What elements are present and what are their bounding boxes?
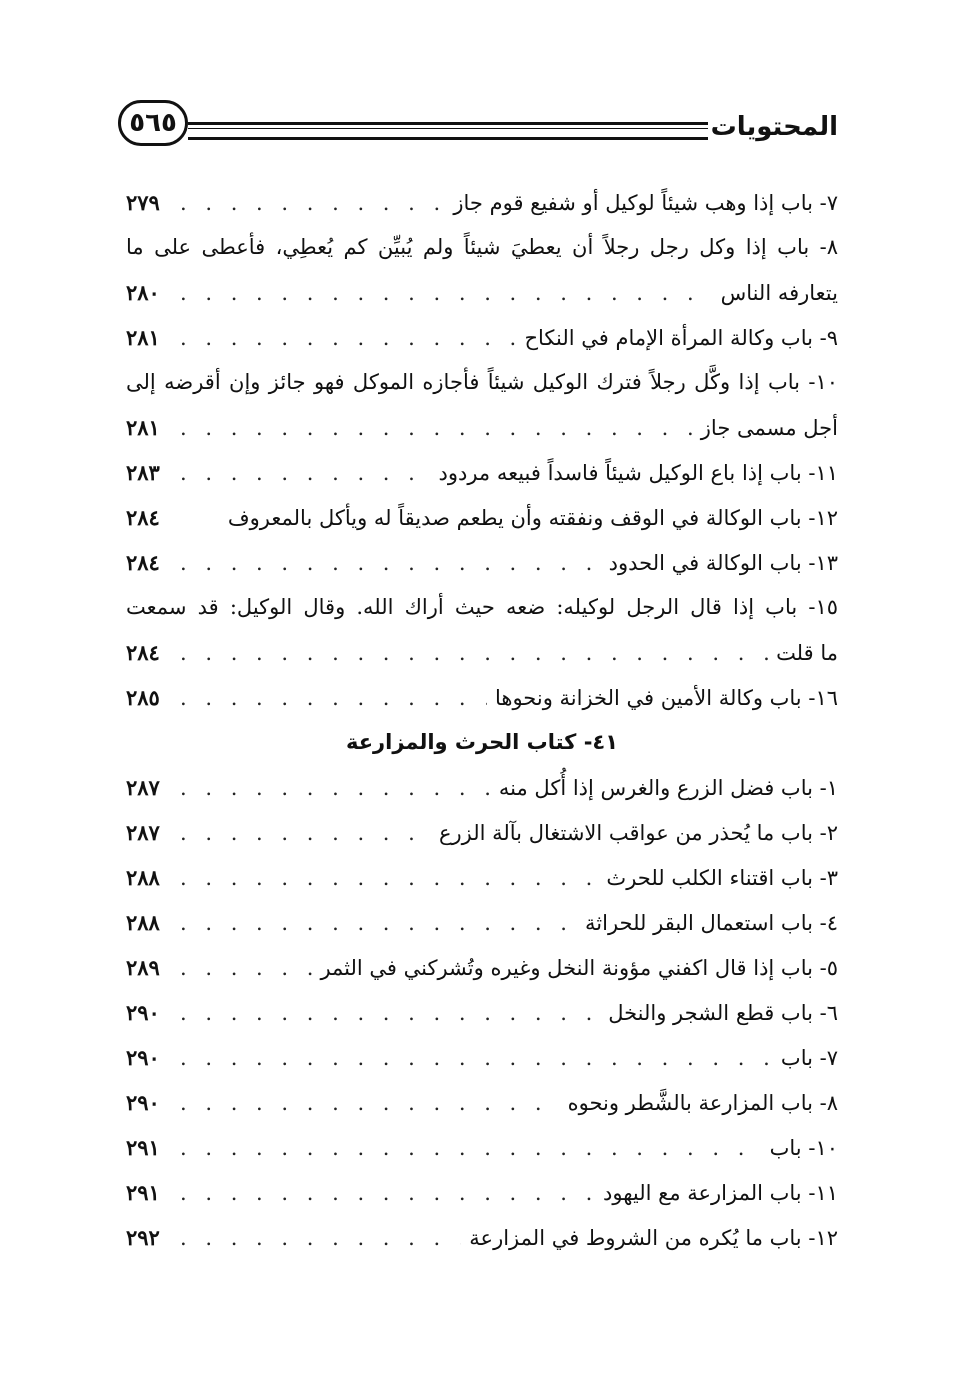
toc-entry-page: ٢٨٥ [126, 685, 160, 710]
toc-entry-page: ٢٨١ [126, 325, 160, 350]
toc-entry [126, 810, 838, 855]
toc-entry-page: ٢٩٠ [126, 1045, 160, 1070]
toc-entry [126, 945, 838, 990]
dot-leader [180, 541, 601, 586]
toc-entry-page: ٢٨٨ [126, 865, 160, 890]
dot-leader [180, 901, 577, 946]
toc-entry-text: ٣- باب اقتناء الكلب للحرث [606, 866, 838, 890]
toc-entry [126, 990, 838, 1035]
toc-entry [126, 180, 838, 225]
page-header [118, 100, 838, 160]
toc-entry [126, 405, 838, 450]
toc-entry-page: ٢٨٧ [126, 820, 160, 845]
toc-entry-text-line1: ١٥- باب إذا قال الرجل لوكيله: ضعه حيث أراك الله. وقال الوكيل: قد سمعت [126, 595, 838, 619]
dot-leader [180, 946, 312, 991]
running-title: المحتويات [710, 112, 838, 142]
dot-leader [180, 1081, 560, 1126]
toc-entry-text: ٧- باب إذا وهب شيئاً لوكيل أو شفيع قوم جاز [453, 191, 838, 215]
dot-leader [180, 1216, 461, 1261]
toc-entry [126, 630, 838, 675]
header-rule [188, 122, 708, 140]
toc-entry-page: ٢٨٧ [126, 775, 160, 800]
toc-entry-page: ٢٩٠ [126, 1090, 160, 1115]
toc-entry-page: ٢٨٩ [126, 955, 160, 980]
toc-entry-text: يتعارفه الناس [720, 281, 838, 305]
toc-entry-text: ٦- باب قطع الشجر والنخل [608, 1001, 838, 1025]
toc-entry-text: ما قلت [776, 641, 838, 665]
dot-leader [180, 406, 693, 451]
toc-entry-text: ٢- باب ما يُحذر من عواقب الاشتغال بآلة الزرع [438, 821, 838, 845]
dot-leader [180, 811, 431, 856]
toc-entry [126, 495, 838, 540]
toc-entry [126, 900, 838, 945]
toc-entry-page: ٢٨٨ [126, 910, 160, 935]
contents-list [126, 180, 838, 1260]
dot-leader [180, 991, 600, 1036]
dot-leader [180, 451, 430, 496]
toc-entry-text: ٥- باب إذا قال اكفني مؤونة النخل وغيره وتُشركني في الثمر [320, 956, 838, 980]
toc-entry-text: ٤- باب استعمال البقر للحراثة [585, 911, 838, 935]
dot-leader [180, 766, 491, 811]
toc-entry-text: ١٢- باب ما يُكره من الشروط في المزارعة [469, 1226, 838, 1250]
toc-entry-page: ٢٨٣ [126, 460, 160, 485]
page-number-badge: ٥٦٥ [118, 100, 188, 146]
toc-entry-text: ١١- باب إذا باع الوكيل شيئاً فاسداً فبيعه مردود [438, 461, 838, 485]
toc-entry-text: ٧- باب [780, 1046, 838, 1070]
dot-leader [180, 1126, 762, 1171]
toc-entry [126, 450, 838, 495]
toc-entry-page: ٢٨٤ [126, 505, 160, 530]
toc-entry [126, 1080, 838, 1125]
toc-entry [126, 1215, 838, 1260]
toc-entry-text: ١- باب فضل الزرع والغرس إذا أُكل منه [498, 776, 838, 800]
toc-entry-page: ٢٩١ [126, 1135, 160, 1160]
toc-entry-page: ٢٨٤ [126, 640, 160, 665]
dot-leader [180, 631, 768, 676]
toc-entry-text: ١٣- باب الوكالة في الحدود [608, 551, 838, 575]
toc-entry [126, 1035, 838, 1080]
toc-entry-text: ١١- باب المزارعة مع اليهود [603, 1181, 838, 1205]
toc-entry [126, 1170, 838, 1215]
toc-entry [126, 540, 838, 585]
toc-entry-page: ٢٨٤ [126, 550, 160, 575]
toc-entry-text: ١٦- باب وكالة الأمين في الخزانة ونحوها [494, 686, 838, 710]
toc-entry [126, 1125, 838, 1170]
toc-entry-text-line1: ٨- باب إذا وكل رجل رجلاً أن يعطيَ شيئاً ولم يُبيِّن كم يُعطِي، فأعطى على ما [126, 235, 838, 259]
dot-leader [180, 676, 487, 721]
toc-entry-text: ١٢- باب الوكالة في الوقف ونفقته وأن يطعم صديقاً له ويأكل بالمعروف [227, 506, 838, 530]
toc-entry-text-line1: ١٠- باب إذا وكَّل رجلاً فترك الوكيل شيئاً فأجازه الموكل فهو جائز وإن أقرضه إلى [126, 370, 838, 394]
toc-entry [126, 315, 838, 360]
toc-entry [126, 855, 838, 900]
dot-leader [180, 316, 516, 361]
toc-entry-text: ٨- باب المزارعة بالشَّطر ونحوه [567, 1091, 838, 1115]
toc-entry [126, 765, 838, 810]
toc-entry-page: ٢٧٩ [126, 190, 160, 215]
section-title: ٤١- كتاب الحرث والمزارعة [345, 730, 619, 754]
toc-entry-page: ٢٩٠ [126, 1000, 160, 1025]
toc-entry-page: ٢٨١ [126, 415, 160, 440]
toc-entry-text: ١٠- باب [769, 1136, 838, 1160]
toc-entry-text: ٩- باب وكالة المرأة الإمام في النكاح [524, 326, 838, 350]
dot-leader [180, 271, 713, 316]
dot-leader [180, 1036, 773, 1081]
dot-leader [180, 1171, 595, 1216]
toc-entry-page: ٢٨٠ [126, 280, 160, 305]
toc-entry-page: ٢٩١ [126, 1180, 160, 1205]
dot-leader [180, 856, 598, 901]
toc-entry-text: أجل مسمى جاز [700, 416, 838, 440]
toc-entry-page: ٢٩٢ [126, 1225, 160, 1250]
toc-entry [126, 675, 838, 720]
dot-leader [180, 181, 445, 226]
toc-entry [126, 270, 838, 315]
